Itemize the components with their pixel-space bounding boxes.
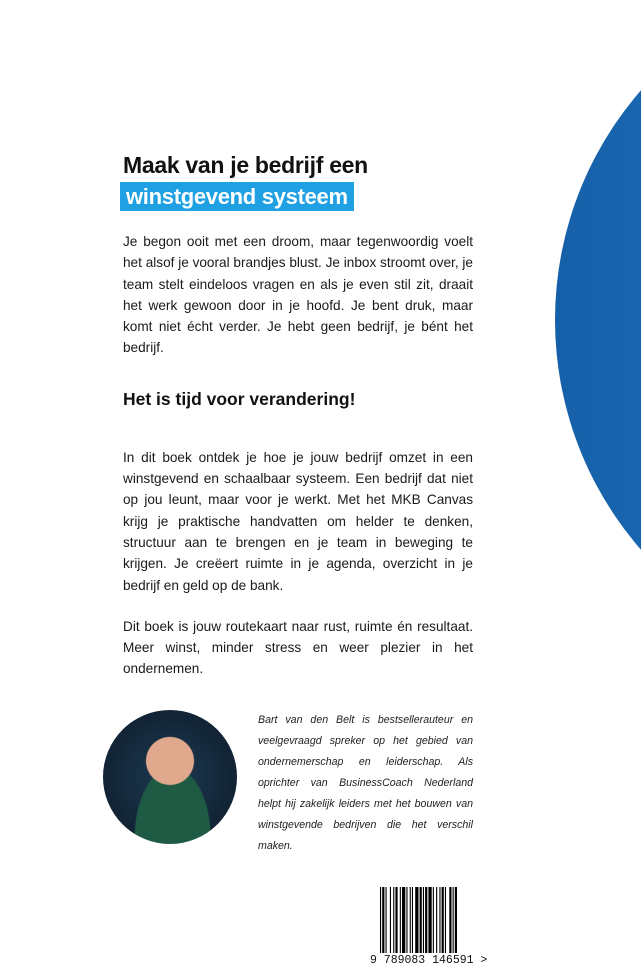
barcode-bar	[393, 887, 394, 953]
barcode-bar	[412, 887, 413, 953]
author-photo	[103, 710, 237, 844]
barcode-bar	[425, 887, 427, 953]
barcode-bar	[442, 887, 444, 953]
barcode-bar	[380, 887, 381, 953]
intro-paragraph: Je begon ooit met een droom, maar tegenwoordig voelt het alsof je vooral brandjes blust. Je inbox stroomt over, je team stelt eindeloos vragen en als je even stil zit, draait het werk gewoon door in je hoofd. Je bent druk, maar komt niet écht verder. Je hebt geen bedrijf, je bént het bedrijf.	[123, 234, 473, 356]
title-line-1: Maak van je bedrijf een	[123, 152, 368, 178]
barcode-bar	[400, 887, 401, 953]
barcode-bar	[436, 887, 437, 953]
barcode-bar	[428, 887, 431, 953]
content-column	[123, 150, 488, 969]
author-bio: Bart van den Belt is bestsellerauteur en veelgevraagd spreker op het gebied van ondernemerschap en leiderschap. Als oprichter van BusinessCoach Nederland helpt hij zakelijk leiders met het bouwen van winstgevende bedrijven die het verschil maken.	[258, 713, 473, 852]
body-paragraph-2: In dit boek ontdek je hoe je jouw bedrijf omzet in een winstgevend en schaalbaar systeem. Een bedrijf dat niet op jou leunt, maar voor je werkt. Met het MKB Canvas krijg je praktische handvatten om helder te denken, structuur aan te brengen en je team in beweging te krijgen. Je creëert ruimte in je agenda, overzicht in je bedrijf en geld op de bank.	[123, 449, 473, 593]
isbn-digits: 9 789083 146591 >	[370, 953, 488, 967]
barcode-bar	[439, 887, 440, 953]
barcode-bar	[406, 887, 407, 953]
barcode-bar	[423, 887, 424, 953]
barcode-bar	[433, 887, 434, 953]
barcode-bar	[410, 887, 411, 953]
barcode-bar	[453, 887, 454, 953]
author-section	[103, 710, 473, 857]
title-highlight: winstgevend systeem	[120, 182, 354, 211]
barcode-bar	[455, 887, 457, 953]
barcode-bar	[420, 887, 422, 953]
body-paragraph-3: Dit boek is jouw routekaart naar rust, ruimte én resultaat. Meer winst, minder stress en weer plezier in het ondernemen.	[123, 618, 473, 677]
isbn-block	[370, 887, 495, 969]
barcode-bar	[445, 887, 446, 953]
barcode-bar	[382, 887, 384, 953]
isbn-barcode	[378, 887, 488, 953]
barcode-bar	[449, 887, 451, 953]
barcode-bar	[415, 887, 418, 953]
section-heading: Het is tijd voor verandering!	[123, 388, 356, 409]
barcode-bar	[390, 887, 391, 953]
barcode-bar	[386, 887, 387, 953]
barcode-bar	[402, 887, 405, 953]
barcode-bar	[395, 887, 397, 953]
decorative-blue-arc	[555, 0, 641, 680]
